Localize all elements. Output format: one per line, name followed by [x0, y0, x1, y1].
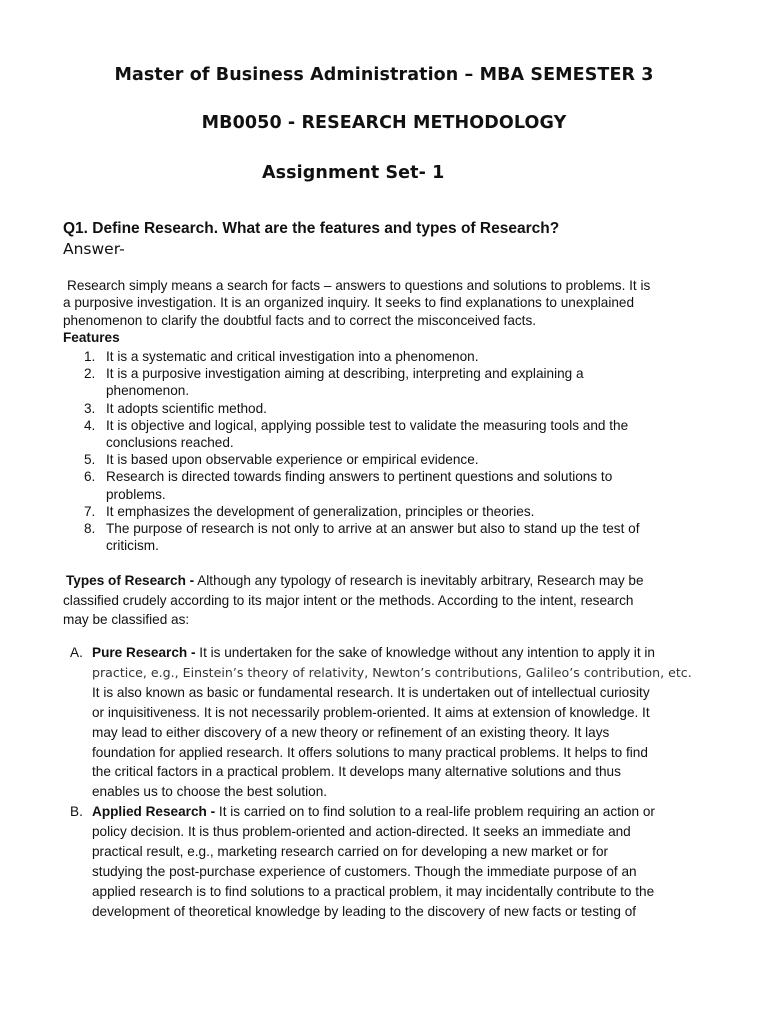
- item-text: enables us to choose the best solution.: [92, 784, 328, 800]
- feature-text: It is a purposive investigation aiming at describing, interpreting and explaining a: [106, 366, 584, 382]
- item-letter: A.: [70, 645, 83, 660]
- feature-item: [0, 503, 533, 520]
- features-list: [0, 348, 640, 554]
- question-heading: Q1. Define Research. What are the features and types of Research?: [63, 220, 560, 237]
- item-heading: Applied Research -: [92, 804, 216, 820]
- types-intro-paragraph: [63, 571, 723, 630]
- feature-number: 2.: [84, 366, 96, 382]
- intro-line: a purposive investigation. It is an organized inquiry. It seeks to find explanations to unexplained: [63, 295, 635, 311]
- feature-item: [0, 365, 584, 399]
- feature-item: [0, 417, 629, 451]
- item-heading: Pure Research -: [92, 645, 196, 660]
- features-heading: Features: [63, 330, 120, 345]
- item-text: applied research is to find solutions to a practical problem, it may incidentally contribute to the: [92, 883, 655, 899]
- feature-number: 5.: [84, 452, 96, 468]
- feature-text: It is objective and logical, applying possible test to validate the measuring tools and the: [106, 417, 629, 433]
- item-letter: B.: [70, 804, 83, 820]
- pure-research-item: [0, 643, 692, 802]
- item-text: or inquisitiveness. It is not necessarily problem-oriented. It aims at extension of knowledge. It: [92, 704, 650, 720]
- feature-text: criticism.: [106, 538, 159, 554]
- feature-item: [0, 451, 533, 468]
- item-text: may lead to either discovery of a new theory or refinement of an existing theory. It lays: [92, 724, 610, 740]
- feature-text: Research is directed towards finding answers to pertinent questions and solutions to: [106, 469, 613, 485]
- applied-research-item: [0, 802, 655, 921]
- feature-number: 8.: [84, 521, 96, 537]
- item-text: foundation for applied research. It offers solutions to many practical problems. It helps to find: [92, 744, 648, 760]
- types-text: may be classified as:: [63, 612, 190, 628]
- feature-item: [0, 348, 533, 365]
- feature-text: phenomenon.: [106, 383, 190, 399]
- item-text: practice, e.g., Einstein’s theory of relativity, Newton’s contributions, Galileo’s contribution, etc.: [92, 664, 692, 680]
- feature-item: [0, 400, 533, 417]
- feature-text: problems.: [106, 486, 166, 502]
- feature-text: conclusions reached.: [106, 435, 234, 451]
- feature-text: It adopts scientific method.: [106, 400, 267, 416]
- feature-number: 6.: [84, 469, 96, 485]
- assignment-title: Assignment Set- 1: [262, 163, 445, 183]
- item-text: It is carried on to find solution to a real-life problem requiring an action or: [215, 804, 655, 820]
- item-text: development of theoretical knowledge by leading to the discovery of new facts or testing of: [92, 903, 637, 919]
- course-title: MB0050 - RESEARCH METHODOLOGY: [201, 113, 567, 133]
- item-text: It is also known as basic or fundamental research. It is undertaken out of intellectual curiosity: [92, 684, 650, 700]
- intro-paragraph: [63, 277, 723, 329]
- feature-number: 4.: [84, 417, 96, 433]
- feature-text: The purpose of research is not only to arrive at an answer but also to stand up the test of: [106, 521, 640, 537]
- item-text: policy decision. It is thus problem-oriented and action-directed. It seeks an immediate and: [92, 824, 631, 840]
- research-types-list: [0, 643, 692, 922]
- feature-number: 1.: [84, 349, 96, 364]
- types-heading: Types of Research -: [66, 573, 195, 588]
- item-text: practical result, e.g., marketing research carried on for developing a new market or for: [92, 844, 609, 860]
- types-text: Although any typology of research is inevitably arbitrary, Research may be: [194, 573, 644, 588]
- item-text: the critical factors in a practical problem. It develops many alternative solutions and thus: [92, 764, 621, 780]
- program-title: Master of Business Administration – MBA SEMESTER 3: [114, 65, 654, 85]
- feature-number: 7.: [84, 503, 96, 519]
- answer-label: Answer-: [63, 240, 125, 258]
- feature-item: [0, 520, 640, 554]
- feature-text: It is a systematic and critical investigation into a phenomenon.: [106, 349, 479, 364]
- feature-number: 3.: [84, 400, 96, 416]
- intro-line: Research simply means a search for facts – answers to questions and solutions to problems. It is: [67, 278, 651, 293]
- item-text: studying the post-purchase experience of customers. Though the immediate purpose of an: [92, 863, 637, 879]
- intro-line: phenomenon to clarify the doubtful facts and to correct the misconceived facts.: [63, 312, 537, 328]
- feature-text: It is based upon observable experience or empirical evidence.: [106, 452, 479, 468]
- item-text: It is undertaken for the sake of knowledge without any intention to apply it in: [195, 645, 655, 660]
- feature-text: It emphasizes the development of generalization, principles or theories.: [106, 503, 535, 519]
- feature-item: [0, 468, 613, 502]
- types-text: classified crudely according to its major intent or the methods. According to the intent, research: [63, 592, 634, 608]
